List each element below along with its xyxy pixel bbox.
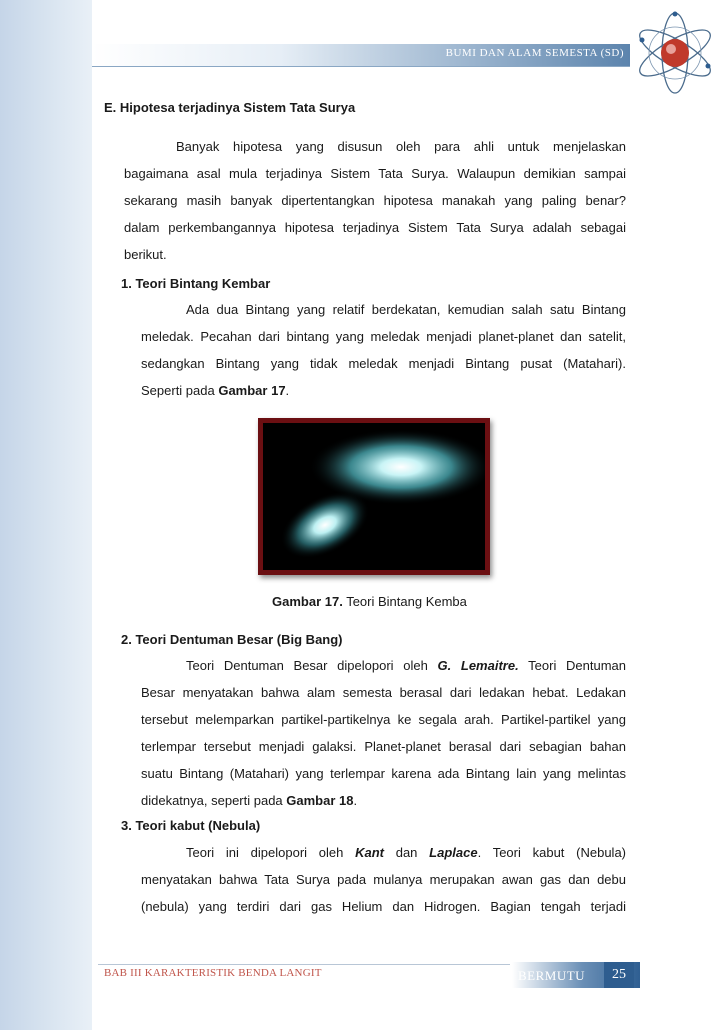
theory1-line: meledak. Pecahan dari bintang yang meledak menjadi planet-planet dan satelit, [141, 329, 626, 344]
theory3-line: menyatakan bahwa Tata Surya pada mulanya merupakan awan gas dan debu [141, 872, 626, 887]
figure18-reference: Gambar 18 [286, 793, 354, 808]
intro-line: sekarang masih banyak dipertentangkan hipotesa manakah yang paling benar? [124, 193, 626, 208]
figure17-reference: Gambar 17 [218, 383, 286, 398]
theory2-last-text: didekatnya, seperti pada [141, 793, 287, 808]
theory1-paragraph [141, 302, 626, 410]
footer-brand: BERMUTU [518, 968, 586, 983]
theory2-last-suffix: . [353, 793, 358, 808]
caption-label: Gambar 17. [272, 594, 343, 609]
theory3-first-suffix: . Teori kabut (Nebula) [477, 845, 626, 860]
theory3-first-line [141, 845, 626, 872]
intro-line: dalam perkembangannya hipotesa terjadinya Sistem Tata Surya adalah sebagai [124, 220, 626, 235]
theory2-line: tersebut melemparkan partikel-partikelnya ke segala arah. Partikel-partikel yang [141, 712, 626, 727]
theory2-first-line [141, 658, 626, 685]
atom-logo [632, 10, 718, 96]
twin-star-illustration [263, 423, 485, 570]
figure-17-frame [258, 418, 490, 575]
side-decoration-strip [0, 0, 92, 1030]
theory2-paragraph [141, 658, 626, 820]
theory2-line: suatu Bintang (Matahari) yang terlempar karena ada Bintang lain yang melintas [141, 766, 626, 781]
section-heading: E. Hipotesa terjadinya Sistem Tata Surya [104, 100, 356, 115]
theory1-last-line [141, 383, 626, 410]
header-divider [92, 66, 630, 67]
theory3-line: (nebula) yang terdiri dari gas Helium dan Hidrogen. Bagian tengah terjadi [141, 899, 626, 914]
kant-name: Kant [355, 845, 384, 860]
theory2-line: Besar menyatakan bahwa alam semesta berasal dari ledakan hebat. Ledakan [141, 685, 626, 700]
laplace-name: Laplace [429, 845, 478, 860]
theory2-line: terlempar tersebut menjadi galaksi. Planet-planet berasal dari sebagian bahan [141, 739, 626, 754]
intro-paragraph [124, 139, 626, 274]
page-number: 25 [604, 962, 634, 988]
intro-line: bagaimana asal mula terjadinya Sistem Tata Surya. Walaupun demikian sampai [124, 166, 626, 181]
theory1-last-text: Seperti pada [141, 383, 219, 398]
figure-17-caption [272, 594, 467, 609]
theory3-paragraph [141, 845, 626, 926]
footer-divider [98, 964, 510, 965]
theory2-heading: 2. Teori Dentuman Besar (Big Bang) [121, 632, 343, 647]
theory3-first-mid: dan [383, 845, 430, 860]
theory2-last-line [141, 793, 626, 820]
theory1-line: Ada dua Bintang yang relatif berdekatan, kemudian salah satu Bintang [186, 302, 626, 317]
theory1-heading: 1. Teori Bintang Kembar [121, 276, 271, 291]
theory3-heading: 3. Teori kabut (Nebula) [121, 818, 261, 833]
lemaitre-name: G. Lemaitre. [437, 658, 519, 673]
intro-line: berikut. [124, 247, 167, 262]
figure-17-image [263, 423, 485, 570]
theory2-first-suffix: Teori Dentuman [518, 658, 626, 673]
theory2-first-text: Teori Dentuman Besar dipelopori oleh [186, 658, 438, 673]
theory1-last-suffix: . [285, 383, 290, 398]
theory1-line: sedangkan Bintang yang tidak meledak menjadi Bintang pusat (Matahari). [141, 356, 626, 371]
running-header-title: BUMI DAN ALAM SEMESTA (SD) [445, 47, 624, 59]
intro-line: Banyak hipotesa yang disusun oleh para ahli untuk menjelaskan [176, 139, 626, 154]
caption-text: Teori Bintang Kemba [342, 594, 467, 609]
theory3-first-text: Teori ini dipelopori oleh [186, 845, 356, 860]
footer-chapter-title: BAB III KARAKTERISTIK BENDA LANGIT [104, 967, 322, 979]
